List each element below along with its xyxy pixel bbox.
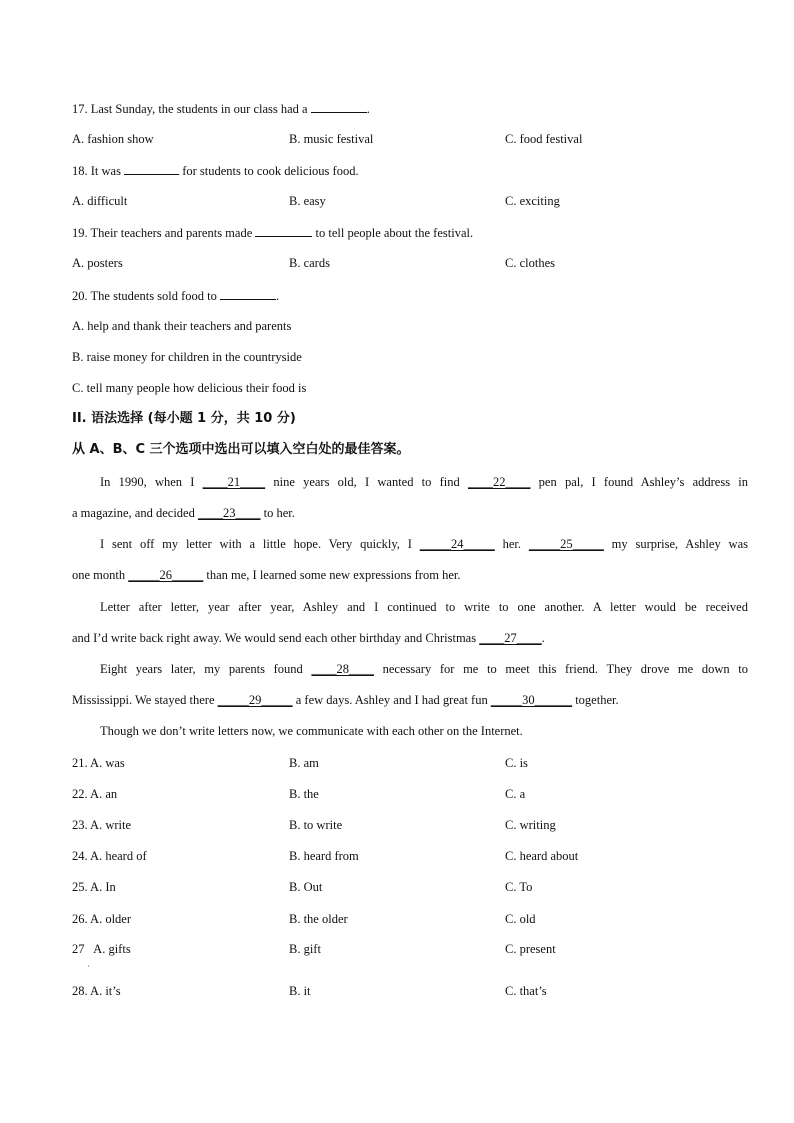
- passage-line: [72, 474, 748, 490]
- passage-text: to her.: [260, 506, 295, 520]
- passage-text: a few days. Ashley and I had great fun: [292, 693, 491, 707]
- passage-line: [72, 536, 748, 552]
- q23-option-b: B. to write: [289, 818, 343, 832]
- q24-option-c: C. heard about: [505, 849, 579, 863]
- passage-line: [72, 630, 720, 646]
- option-b: B. cards: [289, 256, 330, 270]
- passage-text: In 1990, when I: [100, 475, 203, 489]
- blank-29: _____29_____: [217, 693, 293, 707]
- answer-blank: [311, 100, 367, 113]
- passage-line: [72, 661, 748, 677]
- q22-option-b: B. the: [289, 787, 319, 801]
- passage-text: and I’d write back right away. We would send each other birthday and Christmas: [72, 631, 480, 645]
- q28-option-a: 28. A. it’s: [72, 984, 121, 998]
- option-a: A. difficult: [72, 194, 128, 208]
- question-19-stem: [72, 224, 473, 241]
- q24-option-a: 24. A. heard of: [72, 849, 147, 863]
- option-c: C. exciting: [505, 194, 560, 208]
- blank-25: _____25_____: [528, 537, 604, 551]
- passage-text: necessary for me to meet this friend. They drove me down to: [373, 662, 748, 676]
- blank-21: ____21____: [202, 475, 266, 489]
- blank-30: _____30______: [490, 693, 573, 707]
- stem-text: .: [276, 289, 280, 303]
- blank-28: ____28____: [311, 662, 374, 676]
- option-b: B. raise money for children in the countryside: [72, 350, 302, 364]
- passage-text: Letter after letter, year after year, Ashley and I continued to write to one another. A letter would be received: [100, 600, 748, 614]
- passage-line: [72, 505, 720, 521]
- q22-option-c: C. a: [505, 787, 526, 801]
- passage-line: [72, 599, 748, 615]
- stem-text: 18. It was: [72, 164, 125, 178]
- option-c: C. food festival: [505, 132, 583, 146]
- q23-option-c: C. writing: [505, 818, 556, 832]
- q27-option-a: 27 A. gifts: [72, 942, 131, 956]
- blank-23: ____23____: [197, 506, 261, 520]
- section-title: II. 语法选择 (每小题 1 分，共 10 分): [72, 411, 296, 426]
- stem-text: to tell people about the festival.: [312, 226, 474, 240]
- q28-option-b: B. it: [289, 984, 311, 998]
- option-a: A. fashion show: [72, 132, 154, 146]
- blank-26: _____26_____: [128, 568, 204, 582]
- blank-22: ____22____: [467, 475, 531, 489]
- passage-text: one month: [72, 568, 129, 582]
- passage-line: [72, 567, 720, 583]
- q26-option-c: C. old: [505, 912, 536, 926]
- passage-line: [72, 692, 720, 708]
- passage-text: Mississippi. We stayed there: [72, 693, 218, 707]
- question-18-stem: [72, 162, 359, 179]
- passage-text: my surprise, Ashley was: [603, 537, 748, 551]
- option-c: C. tell many people how delicious their food is: [72, 381, 307, 395]
- passage-text: I sent off my letter with a little hope. Very quickly, I: [100, 537, 420, 551]
- question-17-stem: [72, 100, 370, 117]
- stem-text: 17. Last Sunday, the students in our class had a: [72, 102, 311, 116]
- answer-blank: [124, 162, 179, 175]
- q27-option-b: B. gift: [289, 942, 321, 956]
- passage-text: nine years old, I wanted to find: [265, 475, 468, 489]
- q21-option-c: C. is: [505, 756, 528, 770]
- option-b: B. music festival: [289, 132, 374, 146]
- question-20-stem: [72, 287, 279, 304]
- stem-text: .: [366, 102, 370, 116]
- q24-option-b: B. heard from: [289, 849, 359, 863]
- passage-text: Eight years later, my parents found: [100, 662, 312, 676]
- stem-text: for students to cook delicious food.: [179, 164, 359, 178]
- stem-text: 20. The students sold food to: [72, 289, 221, 303]
- q25-option-c: C. To: [505, 880, 533, 894]
- blank-27: ____27____: [479, 631, 542, 645]
- answer-blank: [255, 224, 312, 237]
- q26-option-a: 26. A. older: [72, 912, 132, 926]
- passage-text: than me, I learned some new expressions from her.: [203, 568, 461, 582]
- passage-line: Though we don’t write letters now, we communicate with each other on the Internet.: [100, 724, 523, 738]
- q25-option-b: B. Out: [289, 880, 323, 894]
- q27-option-c: C. present: [505, 942, 556, 956]
- passage-text: .: [541, 631, 545, 645]
- option-a: A. help and thank their teachers and parents: [72, 319, 292, 333]
- q22-option-a: 22. A. an: [72, 787, 118, 801]
- passage-text: together.: [572, 693, 619, 707]
- q28-option-c: C. that’s: [505, 984, 547, 998]
- stem-text: 19. Their teachers and parents made: [72, 226, 256, 240]
- q26-option-b: B. the older: [289, 912, 348, 926]
- stray-dot-mark: ·: [87, 962, 90, 971]
- option-a: A. posters: [72, 256, 123, 270]
- answer-blank: [220, 287, 276, 300]
- passage-text: a magazine, and decided: [72, 506, 198, 520]
- section-instruction: 从 A、B、C 三个选项中选出可以填入空白处的最佳答案。: [72, 442, 410, 457]
- q23-option-a: 23. A. write: [72, 818, 132, 832]
- blank-24: _____24_____: [419, 537, 495, 551]
- option-c: C. clothes: [505, 256, 555, 270]
- q25-option-a: 25. A. In: [72, 880, 116, 894]
- passage-text: her.: [494, 537, 529, 551]
- q21-option-a: 21. A. was: [72, 756, 125, 770]
- q21-option-b: B. am: [289, 756, 319, 770]
- passage-text: pen pal, I found Ashley’s address in: [530, 475, 749, 489]
- option-b: B. easy: [289, 194, 326, 208]
